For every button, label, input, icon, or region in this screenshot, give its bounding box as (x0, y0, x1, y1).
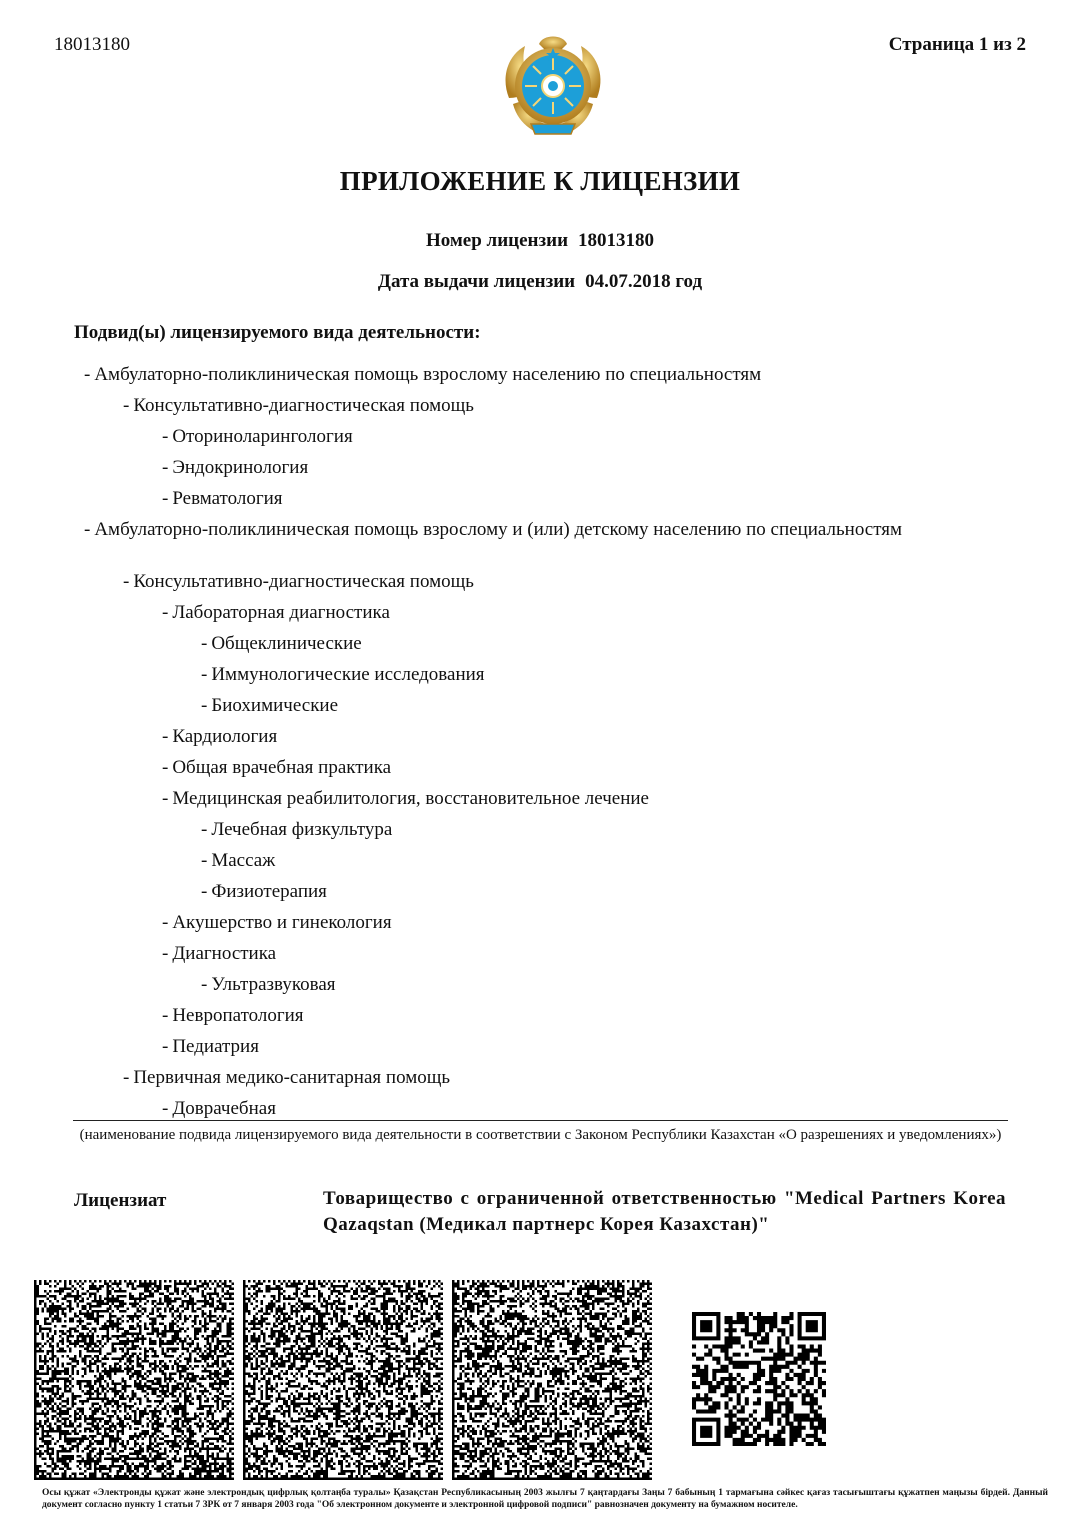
list-dash: - (201, 881, 208, 902)
licensee-name: Товарищество с ограниченной ответственностью "Medical Partners Korea Qazaqstan (Медикал партнерс Корея Казахстан)" (323, 1188, 1006, 1235)
activity-caption: (наименование подвида лицензируемого вида деятельности в соответствии с Законом Республики Казахстан «О разрешениях и уведомлениях») (79, 1127, 1002, 1143)
list-dash: - (162, 426, 169, 447)
list-dash: - (162, 912, 169, 933)
activity-label: Амбулаторно-поликлиническая помощь взрослому и (или) детскому населению по специальностям (94, 519, 903, 540)
page-counter: Страница 1 из 2 (888, 34, 1026, 55)
list-dash: - (162, 488, 169, 509)
activity-label: Невропатология (172, 1005, 304, 1026)
list-dash: - (162, 943, 169, 964)
list-dash: - (201, 850, 208, 871)
activity-label: Оториноларингология (172, 426, 353, 447)
activity-item (162, 426, 353, 448)
activity-item (84, 364, 761, 386)
list-dash: - (162, 602, 169, 623)
activity-item (162, 602, 390, 624)
license-number-row (0, 230, 1080, 252)
activity-label: Консультативно-диагностическая помощь (133, 395, 474, 416)
activity-item (162, 457, 308, 479)
licensee-label: Лицензиат (74, 1190, 167, 1211)
activity-item (162, 1098, 276, 1120)
activity-label: Иммунологические исследования (211, 664, 485, 685)
list-dash: - (162, 788, 169, 809)
state-emblem-icon (495, 28, 611, 144)
activity-item (162, 757, 391, 779)
divider (73, 1120, 1008, 1121)
activity-item (123, 571, 474, 593)
list-dash: - (201, 695, 208, 716)
page-title: ПРИЛОЖЕНИЕ К ЛИЦЕНЗИИ (339, 166, 741, 196)
activity-label: Доврачебная (172, 1098, 276, 1119)
activity-label: Биохимические (211, 695, 339, 716)
activity-item (162, 1036, 259, 1058)
activity-label: Ревматология (172, 488, 283, 509)
activity-label: Акушерство и гинекология (172, 912, 392, 933)
activity-label: Амбулаторно-поликлиническая помощь взрослому населению по специальностям (94, 364, 762, 385)
license-number-value: 18013180 (578, 230, 655, 251)
activity-item (162, 1005, 304, 1027)
issue-date-row (0, 271, 1080, 293)
data-matrix-code-icon (452, 1280, 652, 1480)
list-dash: - (201, 633, 208, 654)
list-dash: - (201, 819, 208, 840)
document-number: 18013180 (54, 34, 130, 55)
activity-label: Первичная медико-санитарная помощь (133, 1067, 451, 1088)
activity-item (162, 912, 392, 934)
activity-item (201, 633, 362, 655)
activity-item (201, 974, 336, 996)
activity-item (123, 1067, 450, 1089)
list-dash: - (162, 1036, 169, 1057)
activity-label: Лечебная физкультура (211, 819, 393, 840)
list-dash: - (162, 457, 169, 478)
issue-date-value: 04.07.2018 год (585, 271, 703, 292)
list-dash: - (201, 664, 208, 685)
activity-item (162, 726, 277, 748)
activity-label: Эндокринология (172, 457, 309, 478)
section-heading: Подвид(ы) лицензируемого вида деятельности: (74, 322, 481, 343)
list-dash: - (162, 726, 169, 747)
activity-label: Кардиология (172, 726, 278, 747)
data-matrix-code-icon (34, 1280, 234, 1480)
activity-label: Консультативно-диагностическая помощь (133, 571, 474, 592)
list-dash: - (84, 364, 91, 385)
activity-label: Медицинская реабилитология, восстановительное лечение (172, 788, 649, 809)
footer-legal-note: Осы құжат «Электронды құжат және электрондық цифрлық қолтаңба туралы» Қазақстан Республикасының 2003 жылғы 7 қаңтардағы Заңы 7 бабының 1 тармағына сәйкес қағаз тасығыштағы құжатпен маңызы бірдей. Данный документ согласно пункту 1 статьи 7 ЗРК от 7 января 2003 года "Об электронном документе и электронной цифровой подписи" равнозначен документу на бумажном носителе. (42, 1488, 1048, 1510)
data-matrix-code-icon (243, 1280, 443, 1480)
activity-label: Общеклинические (211, 633, 362, 654)
activity-item (123, 395, 474, 417)
activity-label: Общая врачебная практика (172, 757, 392, 778)
activity-label: Педиатрия (172, 1036, 259, 1057)
list-dash: - (84, 519, 91, 540)
activity-item (201, 850, 275, 872)
list-dash: - (123, 1067, 130, 1088)
activity-item (162, 943, 276, 965)
list-dash: - (162, 757, 169, 778)
list-dash: - (201, 974, 208, 995)
license-number-label: Номер лицензии (425, 230, 569, 251)
activity-label: Ультразвуковая (211, 974, 336, 995)
activity-item (201, 881, 327, 903)
list-dash: - (162, 1098, 169, 1119)
activity-label: Лабораторная диагностика (172, 602, 390, 623)
activity-item (84, 519, 902, 541)
activity-label: Физиотерапия (211, 881, 327, 902)
activity-label: Диагностика (172, 943, 277, 964)
list-dash: - (162, 1005, 169, 1026)
list-dash: - (123, 571, 130, 592)
list-dash: - (123, 395, 130, 416)
activity-item (201, 664, 485, 686)
activity-item (201, 819, 392, 841)
activity-item (201, 695, 338, 717)
qr-code-icon (692, 1312, 826, 1446)
activity-label: Массаж (211, 850, 276, 871)
activity-item (162, 788, 649, 810)
issue-date-label: Дата выдачи лицензии (377, 271, 576, 292)
activity-item (162, 488, 283, 510)
